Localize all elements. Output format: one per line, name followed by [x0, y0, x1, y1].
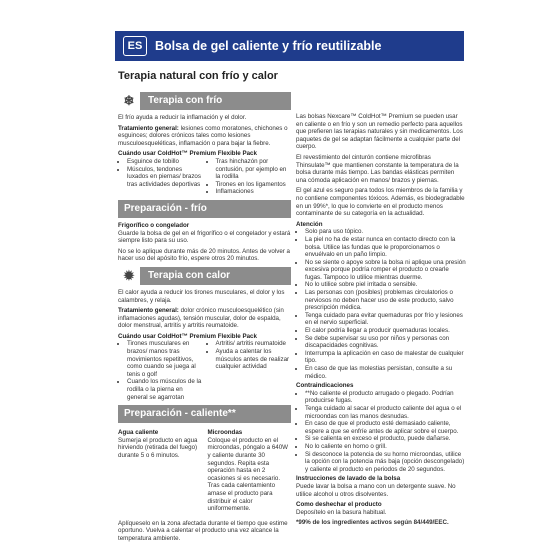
- microwave-method: [208, 427, 292, 516]
- hot-water-text: Sumerja el producto en agua hirviendo (retirada del fuego) durante 5 o 6 minutos.: [118, 436, 198, 459]
- list-item: • Se debe supervisar su uso por niños y personas con discapacidades cognitivas.: [305, 335, 466, 350]
- list-item: • No se siente o apoye sobre la bolsa ni aplique una presión excesiva porque podría romper el producto o crearle fugas. Tampoco lo utilice mientras duerme.: [305, 259, 466, 282]
- header-title: Bolsa de gel caliente y frío reutilizable: [155, 39, 382, 53]
- list-item: • Tras hinchazón por contusión, por ejemplo en la rodilla: [216, 158, 292, 181]
- list-item: • Cuando los músculos de la rodilla o la pierna en general se agarrotan: [127, 378, 203, 401]
- list-item: • En caso de que las molestias persistan, consulte a su médico.: [305, 365, 466, 380]
- list-item: • Tenga cuidado para evitar quemaduras por frío y lesiones en el nervio superficial.: [305, 312, 466, 327]
- list-item: • Interrumpa la aplicación en caso de malestar de cualquier tipo.: [305, 350, 466, 365]
- list-item: • Inflamaciones: [216, 188, 292, 196]
- list-item: • Las personas con (posibles) problemas circulatorios o nerviosos no deben hacer uso de este producto, salvo prescripción médica.: [305, 289, 466, 312]
- list-item: • No lo utilice sobre piel irritada o sensible.: [305, 281, 466, 289]
- snowflake-icon: ❄: [118, 92, 140, 110]
- contraindications-list: [296, 390, 466, 474]
- intro-paragraph-1: Las bolsas Nexcare™ ColdHot™ Premium se pueden usar en caliente o en frío y son un remedio perfecto para aquellos que prefieren las terapias naturales y sin medicamentos. Los paquetes de gel se adaptan fácilmente a cualquier parte del cuerpo.: [296, 113, 463, 151]
- list-item: • Ayuda a calentar los músculos antes de realizar cualquier actividad: [216, 348, 292, 371]
- disposal-text: Deposítelo en la basura habitual.: [296, 508, 387, 516]
- hot-water-title: Agua caliente: [118, 429, 159, 437]
- cold-treatment-text: lesiones como moratones, chichones o esguinces; dolores crónicos tales como lesiones musculoesqueléticas, inflamación o para bajar la fiebre.: [118, 124, 288, 147]
- cold-therapy-heading: Terapia con frío: [148, 95, 223, 107]
- microwave-title: Microondas: [207, 429, 243, 437]
- cold-intro: El frío ayuda a reducir la inflamación y el dolor.: [118, 114, 247, 121]
- washing-heading: Instrucciones de lavado de la bolsa: [296, 475, 401, 483]
- hot-water-method: [118, 427, 202, 516]
- list-item: • **No caliente el producto arrugado o plegado. Podrían producirse fugas.: [305, 390, 466, 405]
- prep-cold-subheading: Frigorífico o congelador: [118, 221, 190, 229]
- contraindications-heading: Contraindicaciones: [296, 382, 354, 390]
- heat-bullets: [118, 340, 291, 401]
- list-item: • Si desconoce la potencia de su horno microondas, utilice la opción con la potencia más baja (opción descongelado) y caliente el producto en periodos de 20 segundos.: [305, 451, 466, 474]
- right-column: [296, 113, 466, 530]
- footnote: *99% de los ingredientes activos según 84/449/EEC.: [296, 519, 449, 527]
- list-item: • Solo para uso tópico.: [305, 228, 466, 236]
- attention-list: [296, 228, 466, 380]
- disposal-heading: Como deshechar el producto: [296, 501, 382, 509]
- list-item: • Tenga cuidado al sacar el producto caliente del agua o el microondas con las manos desnudas.: [305, 405, 466, 420]
- heat-treatment-label: Tratamiento general:: [118, 307, 179, 315]
- heat-treatment: [118, 307, 291, 330]
- cold-therapy-banner: [118, 92, 291, 110]
- heat-when-heading: Cuándo usar ColdHot™ Premium Flexible Pack: [118, 332, 257, 340]
- heat-methods: [118, 427, 291, 516]
- intro-paragraph-2: El revestimiento del cinturón contiene microfibras Thinsulate™ que mantienen constante la temperatura de la bolsa durante más tiempo. Las bandas elásticas permiten una cómoda aplicación en manos/ brazos y piernas.: [296, 153, 459, 184]
- cold-treatment: [118, 125, 291, 148]
- left-column: [118, 88, 291, 546]
- language-badge: ES: [123, 36, 147, 56]
- attention-heading: Atención: [296, 220, 323, 228]
- list-item: • La piel no ha de estar nunca en contacto directo con la bolsa. Utilice las fundas que le proporcionamos o envuélvalo en un paño limpio.: [305, 236, 466, 259]
- document-title: Terapia natural con frío y calor: [118, 70, 278, 82]
- heat-therapy-banner: [118, 267, 291, 285]
- heat-intro: El calor ayuda a reducir los tirones musculares, el dolor y los calambres, y relaja.: [118, 288, 285, 304]
- list-item: • Esguince de tobillo: [127, 158, 203, 166]
- prep-cold-text-2: No se lo aplique durante más de 20 minutos. Antes de volver a hacer uso del apósito frío, espere otros 20 minutos.: [118, 247, 290, 263]
- list-item: • Tirones en los ligamentos: [216, 181, 292, 189]
- intro-paragraph-3: El gel azul es seguro para todos los miembros de la familia y no contiene componentes tóxicos. Además, es biodegradable en un 99%*, lo que lo convierte en el producto menos contaminante de su categoría en la actualidad.: [296, 187, 465, 218]
- prep-cold-text-1: Guarde la bolsa de gel en el frigorífico o el congelador y estará siempre listo para su uso.: [118, 229, 291, 245]
- list-item: • Músculos, tendones luxados en piernas/ brazos tras actividades deportivas: [127, 166, 203, 189]
- heat-therapy-heading: Terapia con calor: [148, 270, 231, 282]
- list-item: • Tirones musculares en brazos/ manos tras movimientos repetitivos, como cuando se juega al tenis o golf: [127, 340, 203, 378]
- microwave-text: Coloque el producto en el microondas, póngalo a 640W y caliente durante 30 segundos. Repita esta operación hasta en 2 ocasiones si es necesario. Tras cada calentamiento amase el producto para distribuir el calor uniformemente.: [207, 436, 288, 513]
- washing-text: Puede lavar la bolsa a mano con un detergente suave. No utilice alcohol u otros disolventes.: [296, 482, 456, 498]
- apply-text: Aplíqueselo en la zona afectada durante el tiempo que estime oportuno. Vuelva a calentar el producto una vez alcance la temperatura ambiente.: [118, 519, 288, 542]
- list-item: • Artritis/ artritis reumatoide: [216, 340, 292, 348]
- list-item: • Si se calienta en exceso el producto, puede dañarse.: [305, 435, 466, 443]
- cold-treatment-label: Tratamiento general:: [118, 124, 179, 132]
- cold-when-heading: Cuándo usar ColdHot™ Premium Flexible Pack: [118, 150, 257, 158]
- sun-icon: ✹: [118, 267, 140, 285]
- list-item: • El calor podría llegar a producir quemaduras locales.: [305, 327, 466, 335]
- list-item: • En caso de que el producto esté demasiado caliente, espere a que se enfríe antes de aplicar sobre el cuerpo.: [305, 420, 466, 435]
- heat-treatment-text: dolor crónico musculoesquelético (sin inflamaciones agudas), tensión muscular, dolor de espalda, dolor menstrual, artritis y artritis reumatoide.: [118, 307, 284, 330]
- header-bar: [115, 31, 464, 61]
- prep-heat-banner: Preparación - caliente**: [118, 405, 291, 423]
- list-item: • No lo caliente en horno o grill.: [305, 443, 466, 451]
- cold-bullets: [118, 158, 291, 196]
- prep-cold-banner: Preparación - frío: [118, 200, 291, 218]
